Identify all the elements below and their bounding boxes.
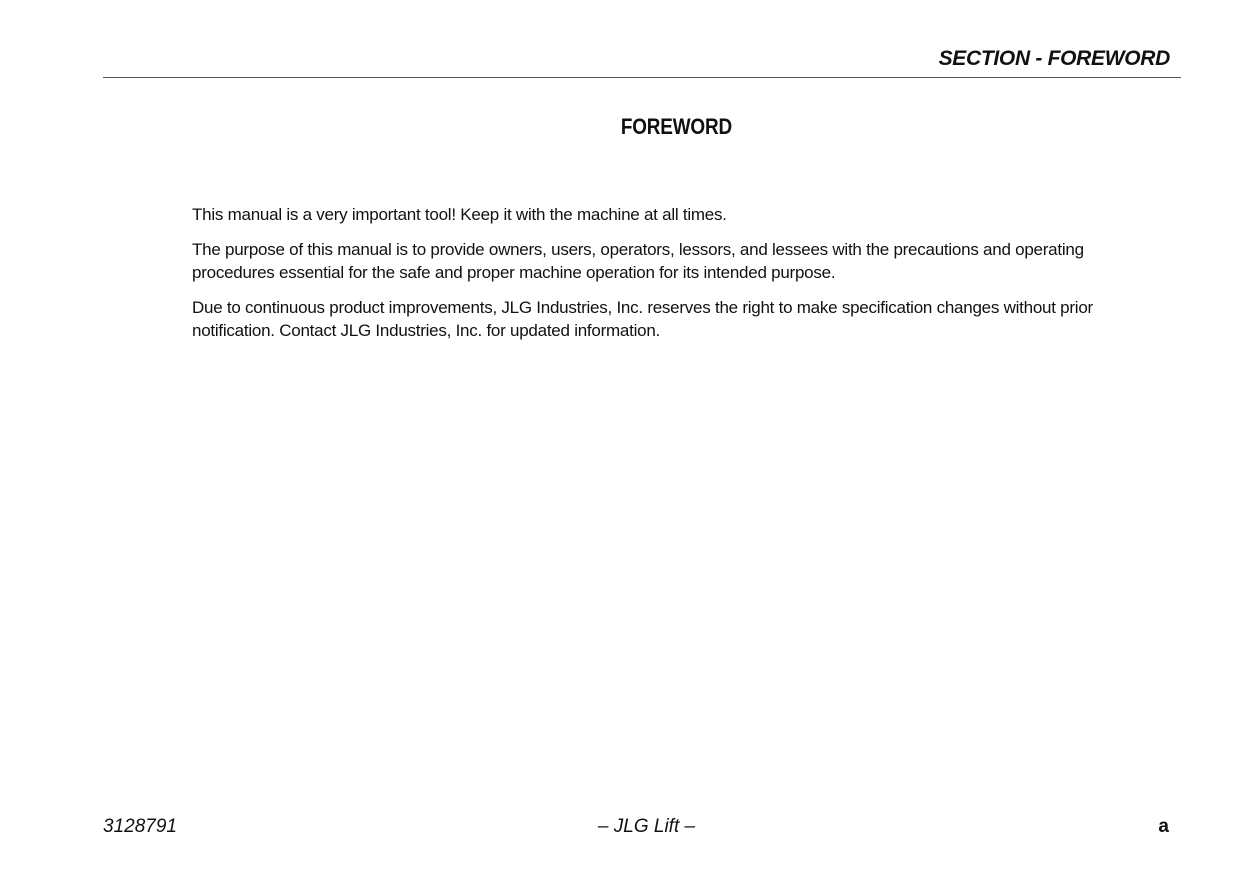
page-header	[103, 44, 1181, 78]
page-number: a	[1158, 816, 1169, 837]
paragraph-purpose: The purpose of this manual is to provide owners, users, operators, lessors, and lessees with the precautions and operating procedures essential for the safe and proper machine operation for its intended purpose.	[192, 240, 1084, 282]
paragraph-improvements: Due to continuous product improvements, JLG Industries, Inc. reserves the right to make specification changes without prior notification. Contact JLG Industries, Inc. for updated information.	[192, 298, 1093, 340]
paragraph-importance: This manual is a very important tool! Keep it with the machine at all times.	[192, 205, 727, 224]
footer-brand: – JLG Lift –	[597, 816, 696, 837]
section-title: SECTION - FOREWORD	[938, 47, 1170, 70]
page-title: FOREWORD	[620, 114, 732, 139]
body-text	[192, 203, 1152, 354]
page-footer	[103, 816, 1169, 842]
document-number: 3128791	[103, 816, 177, 837]
